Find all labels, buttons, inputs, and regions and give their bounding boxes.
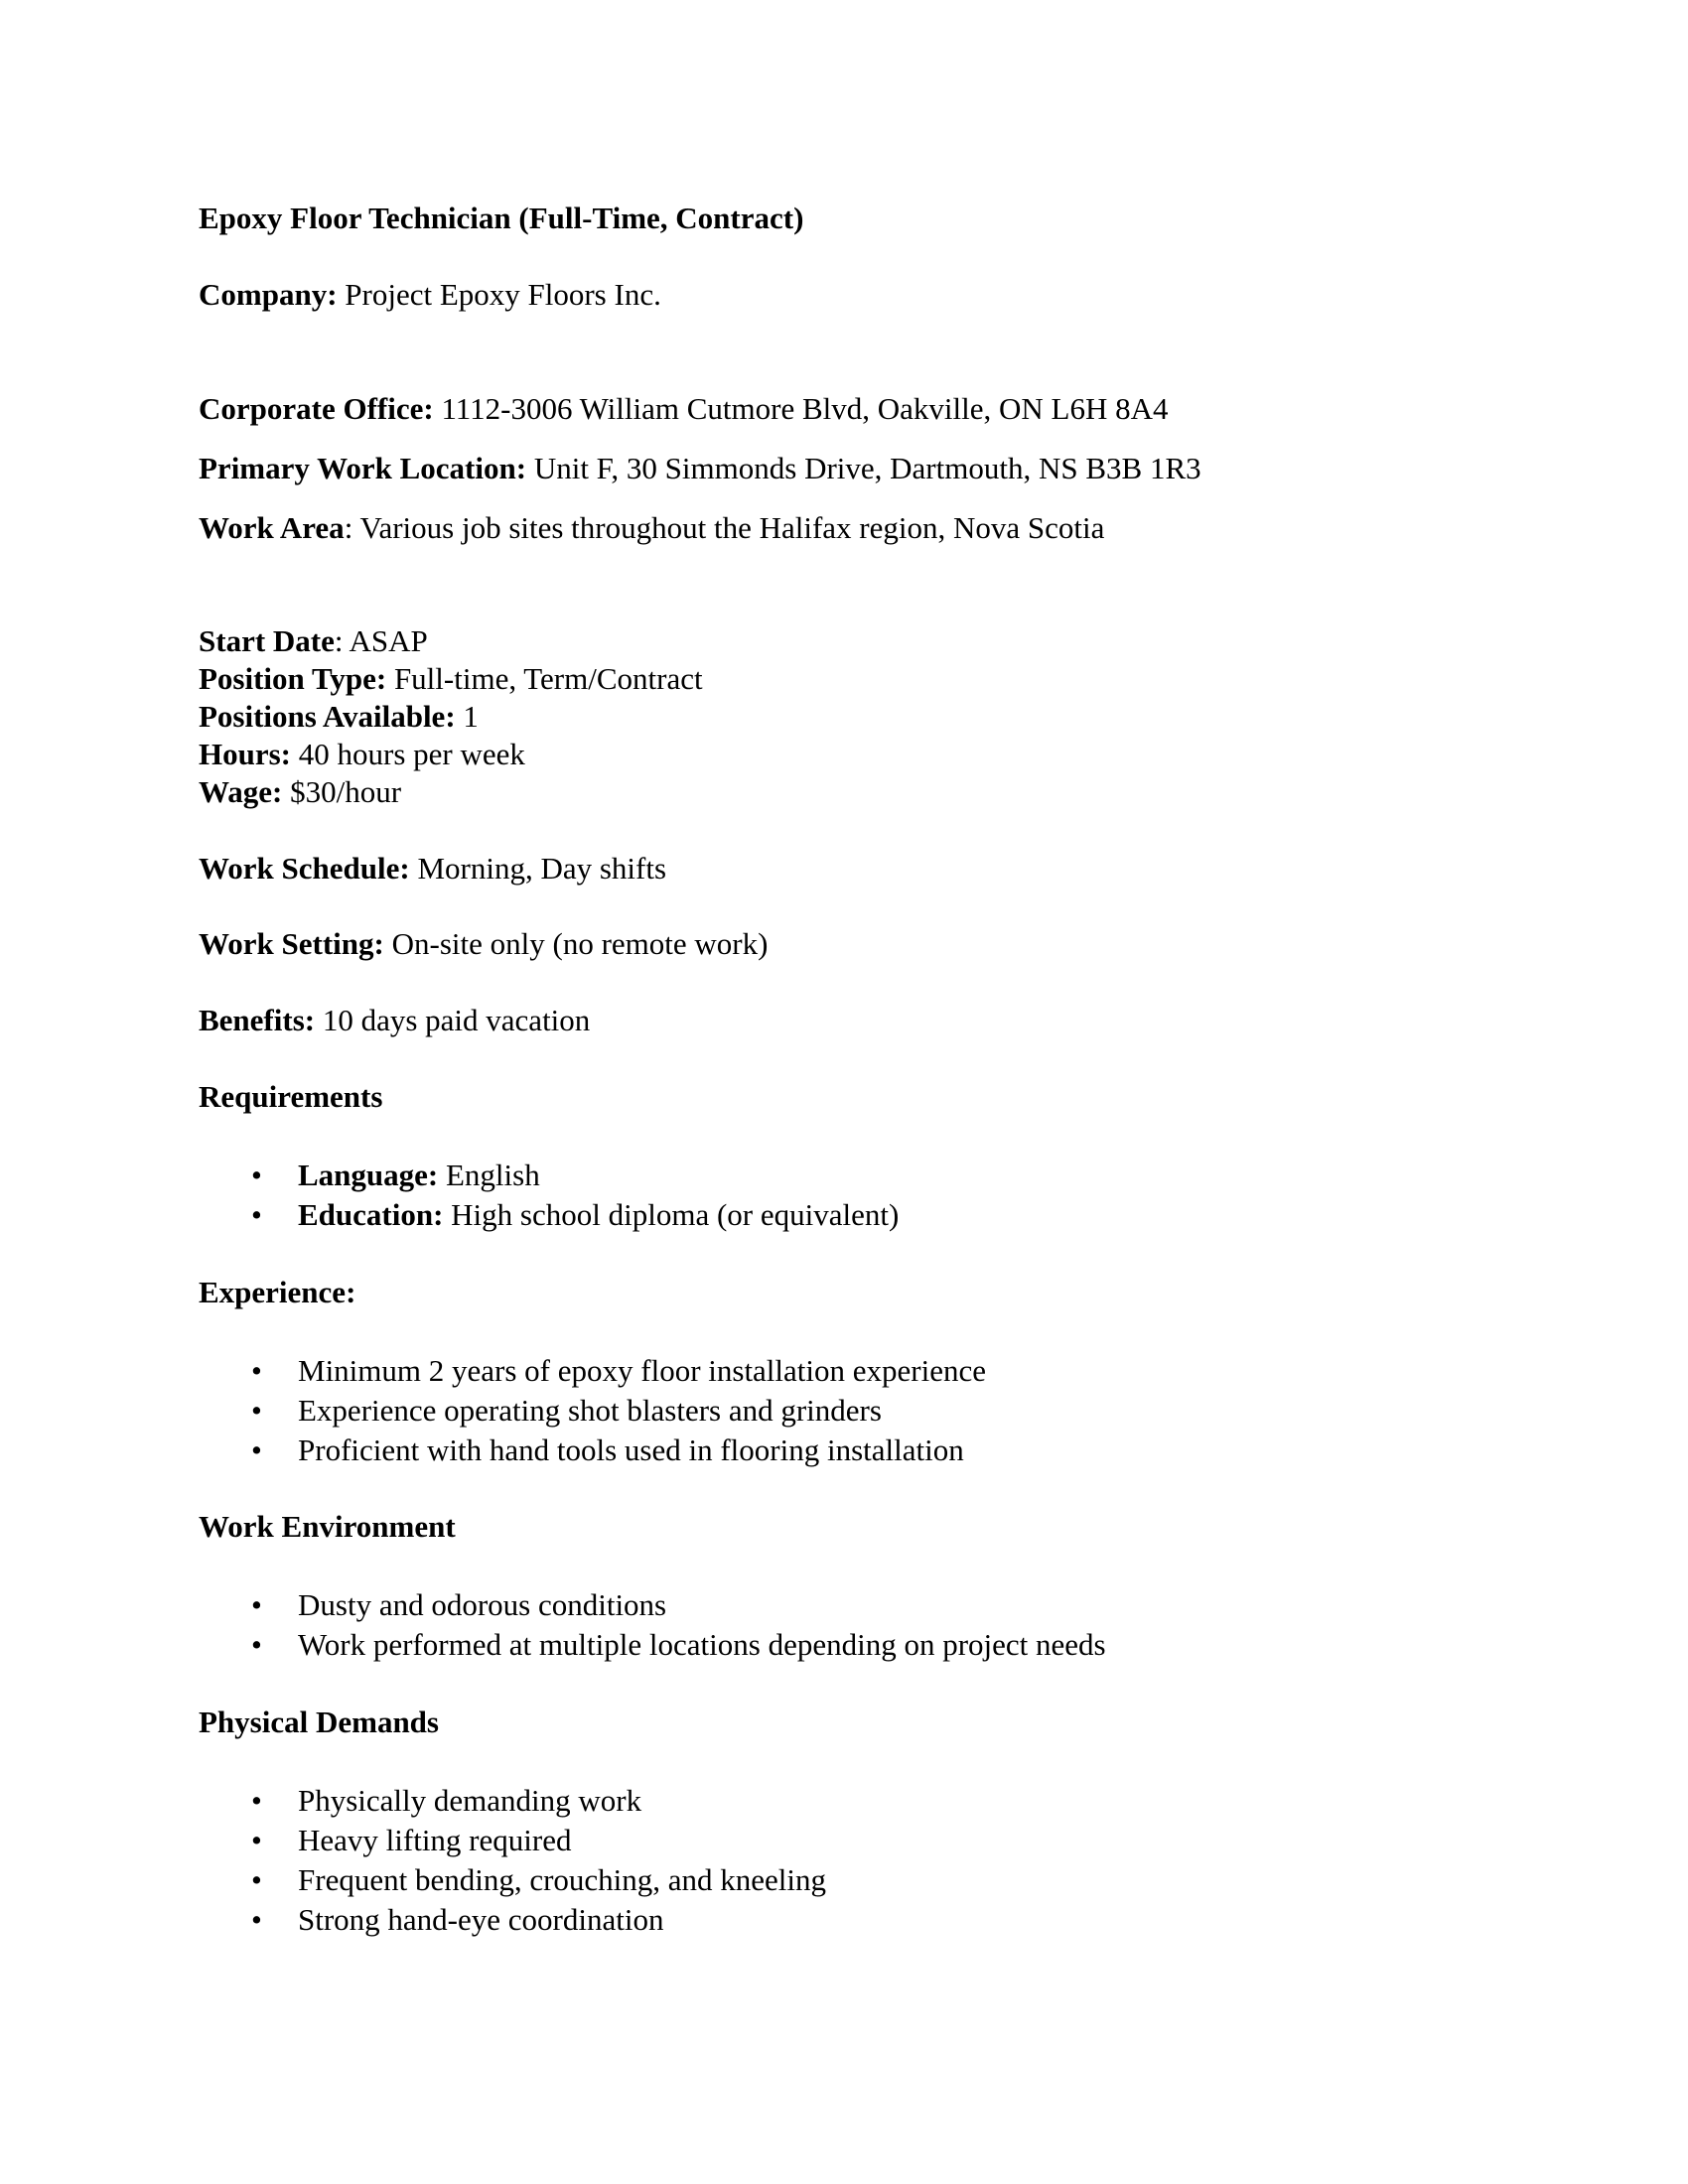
bullet-icon: • [251, 1393, 262, 1428]
bullet-icon: • [251, 1197, 262, 1232]
bullet-icon: • [251, 1902, 262, 1937]
company-line: Company: Project Epoxy Floors Inc. [199, 277, 661, 312]
position-type-line: Position Type: Full-time, Term/Contract [199, 661, 703, 696]
requirements-heading: Requirements [199, 1079, 383, 1114]
positions-available-line: Positions Available: 1 [199, 699, 479, 734]
work-area-line: Work Area: Various job sites throughout the Halifax region, Nova Scotia [199, 510, 1105, 545]
primary-location-line: Primary Work Location: Unit F, 30 Simmonds Drive, Dartmouth, NS B3B 1R3 [199, 451, 1201, 485]
start-date-line: Start Date: ASAP [199, 623, 428, 658]
bullet-icon: • [251, 1783, 262, 1818]
bullet-icon: • [251, 1823, 262, 1857]
corporate-office-line: Corporate Office: 1112-3006 William Cutmore Blvd, Oakville, ON L6H 8A4 [199, 391, 1169, 426]
work-setting-line: Work Setting: On-site only (no remote work) [199, 926, 769, 961]
bullet-icon: • [251, 1587, 262, 1622]
bullet-icon: • [251, 1353, 262, 1388]
benefits-line: Benefits: 10 days paid vacation [199, 1003, 591, 1037]
bullet-icon: • [251, 1433, 262, 1467]
experience-heading: Experience: [199, 1275, 356, 1309]
bullet-icon: • [251, 1158, 262, 1192]
bullet-icon: • [251, 1862, 262, 1897]
bullet-icon: • [251, 1627, 262, 1662]
work-schedule-line: Work Schedule: Morning, Day shifts [199, 851, 667, 886]
physical-demands-heading: Physical Demands [199, 1705, 439, 1739]
work-environment-heading: Work Environment [199, 1509, 456, 1544]
wage-line: Wage: $30/hour [199, 774, 402, 809]
job-title: Epoxy Floor Technician (Full-Time, Contract) [199, 201, 804, 235]
hours-line: Hours: 40 hours per week [199, 737, 525, 771]
